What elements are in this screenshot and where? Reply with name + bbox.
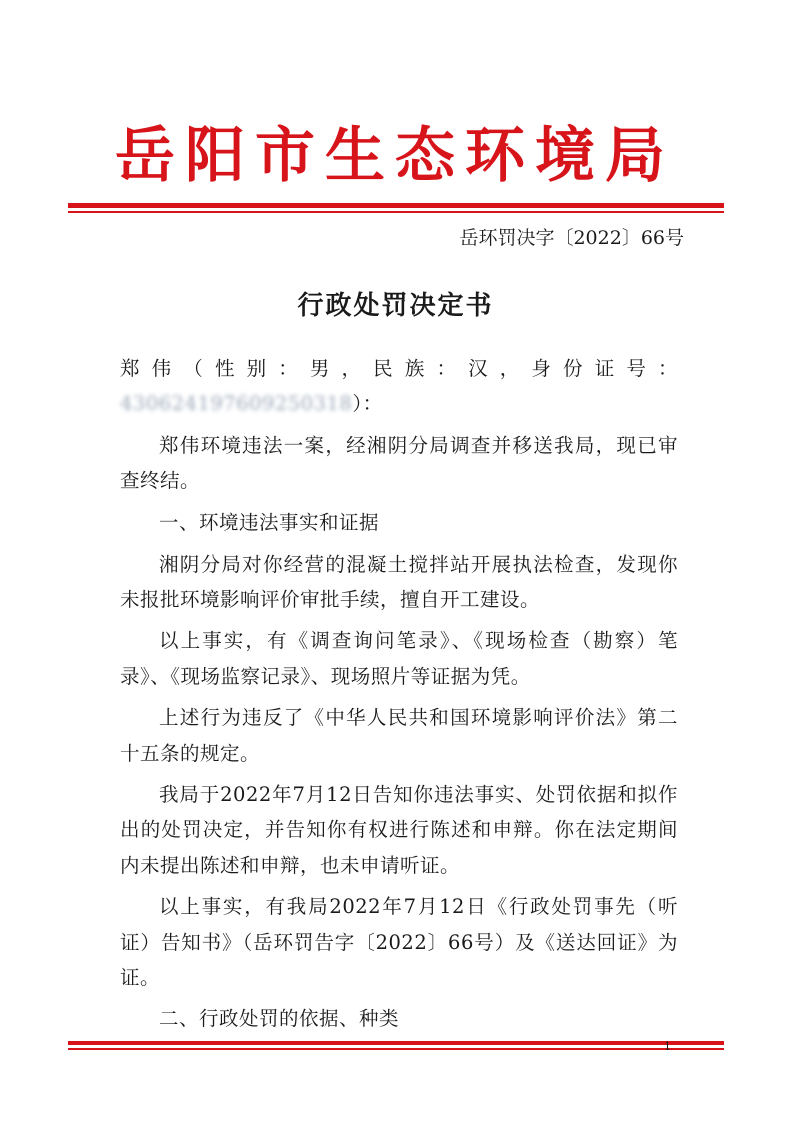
document-body — [120, 351, 678, 1043]
party-suffix: ）： — [352, 392, 383, 416]
footer-rule-thick — [68, 1041, 724, 1045]
section-heading: 一、环境违法事实和证据 — [159, 510, 380, 534]
party-line — [120, 351, 678, 421]
agency-header: 岳阳市生态环境局 — [115, 121, 675, 191]
header-rule-thin — [68, 211, 724, 213]
redacted-id-number: 430624197609250318 — [120, 392, 353, 416]
header-rule-thick — [68, 203, 724, 208]
document-number: 岳环罚决字〔2022〕66号 — [459, 227, 684, 249]
footer-rule-thin — [68, 1048, 724, 1050]
section-heading: 二、行政处罚的依据、种类 — [159, 1007, 400, 1031]
paragraph: 我局于2022年7月12日告知你违法事实、处罚依据和拟作出的处罚决定，并告知你有权进行陈述和申辩。你在法定期间内未提出陈述和申辩，也未申请听证。 — [120, 783, 678, 877]
document-title: 行政处罚决定书 — [297, 291, 494, 321]
paragraph: 上述行为违反了《中华人民共和国环境影响评价法》第二十五条的规定。 — [120, 706, 678, 765]
paragraph: 郑伟环境违法一案，经湘阴分局调查并移送我局，现已审查终结。 — [120, 433, 678, 493]
party-info: 郑伟（性别：男，民族：汉，身份证号： — [120, 357, 678, 380]
paragraph: 以上事实，有我局2022年7月12日《行政处罚事先（听证）告知书》（岳环罚告字〔2022〕66号）及《送达回证》为证。 — [120, 895, 678, 989]
paragraph: 湘阴分局对你经营的混凝土搅拌站开展执法检查，发现你未报批环境影响评价审批手续，擅自开工建设。 — [120, 552, 678, 611]
paragraph: 以上事实，有《调查询问笔录》、《现场检查（勘察）笔录》、《现场监察记录》、现场照片等证据为凭。 — [120, 629, 678, 688]
page-number: 1 — [664, 1040, 671, 1053]
